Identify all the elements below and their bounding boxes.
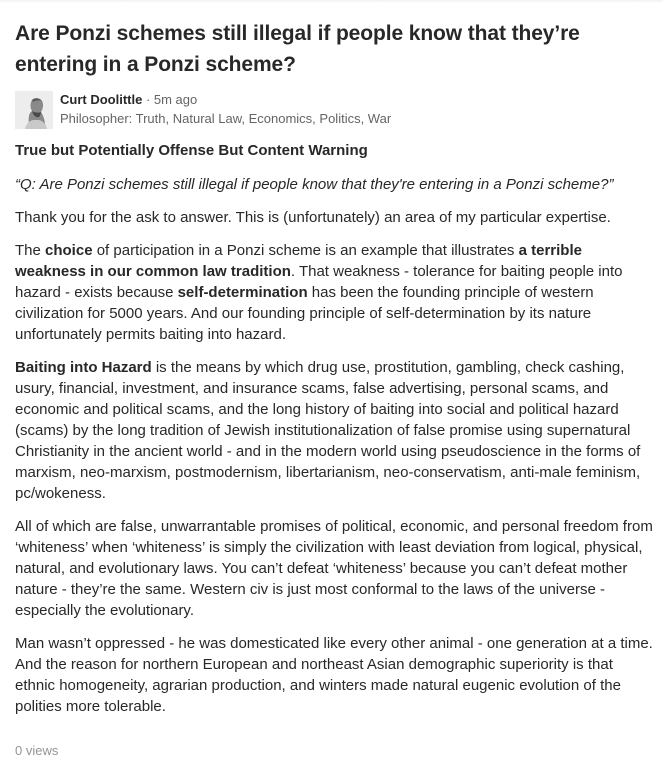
text-run: of participation in a Ponzi scheme is an example that illustrates	[92, 242, 519, 259]
bold-run: self-determination	[177, 284, 308, 301]
answer-views-count: 0 views	[15, 743, 59, 758]
bold-run: choice	[45, 242, 93, 259]
author-avatar[interactable]	[15, 91, 53, 129]
quoted-question: “Q: Are Ponzi schemes still illegal if people know that they're entering in a Ponzi scheme?”	[15, 176, 614, 193]
bold-run: a terrible weakness in our common law tradition	[15, 242, 582, 280]
answer-paragraph-2	[15, 357, 655, 504]
answer-paragraph-4: Man wasn’t oppressed - he was domesticated like every other animal - one generation at a time. And the reason for northern European and northeast Asian demographic superiority is that ethnic homogeneity, agrarian production, and winters made natural eugenic evolution of the polities more tolerable.	[15, 635, 653, 715]
bold-run: Baiting into Hazard	[15, 359, 152, 376]
separator-dot: ·	[142, 92, 154, 107]
author-line	[60, 90, 391, 109]
author-name-link[interactable]: Curt Doolittle	[60, 92, 143, 107]
answer-page	[15, 18, 655, 729]
answer-body	[15, 140, 655, 717]
answer-paragraph-3: All of which are false, unwarrantable promises of political, economic, and personal freedom from ‘whiteness’ when ‘whiteness’ is simply the civilization with least deviation from logical, physical, natural, and evolutionary laws. You can’t defeat ‘whiteness’ because you can’t defeat mother nature - they’re the same. Western civ is just most conformal to the laws of the universe - especially the evolutionary.	[15, 518, 653, 619]
text-run: The	[15, 242, 46, 259]
author-credential[interactable]: Philosopher: Truth, Natural Law, Economics, Politics, War	[60, 111, 392, 126]
answer-timestamp[interactable]: 5m ago	[153, 92, 198, 107]
answer-paragraph-1	[15, 240, 655, 345]
author-meta	[60, 90, 391, 128]
answer-intro: Thank you for the ask to answer. This is (unfortunately) an area of my particular expertise.	[15, 209, 611, 226]
user-avatar-photo-icon	[15, 91, 53, 129]
answer-heading: True but Potentially Offense But Content Warning	[15, 142, 368, 159]
author-header	[15, 90, 655, 130]
text-run: is the means by which drug use, prostitution, gambling, check cashing, usury, financial, investment, and insurance scams, false advertising, personal scams, and economic and political scams, and the long history of baiting into social and political hazard (scams) by the long tradition of Jewish institutionalization of false promise using supernatural Christianity in the ancient world - and in the modern world using pseudoscience in the forms of marxism, neo-marxism, postmodernism, libertarianism, neo-conservatism, anti-male feminism, pc/wokeness.	[15, 359, 641, 502]
text-run: . That weakness - tolerance for baiting people into hazard - exists because	[15, 263, 623, 301]
question-title[interactable]: Are Ponzi schemes still illegal if people know that they’re entering in a Ponzi scheme?	[15, 22, 580, 76]
text-run: has been the founding principle of western civilization for 5000 years. And our founding principle of self-determination by its nature unfortunately permits baiting into hazard.	[15, 284, 594, 343]
top-edge-shadow	[0, 0, 663, 3]
